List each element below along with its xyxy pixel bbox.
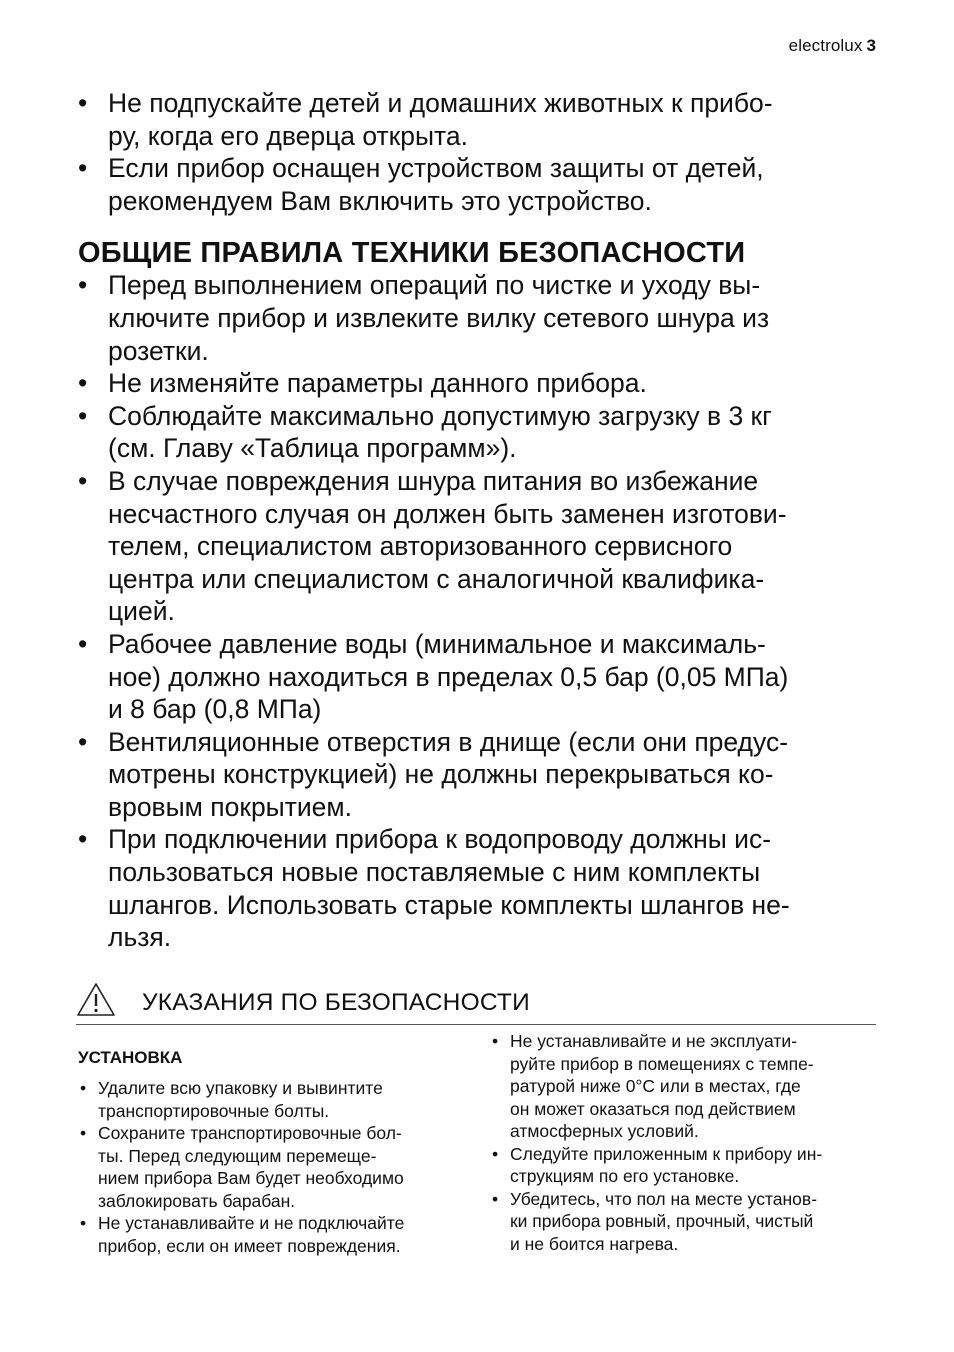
general-safety-list xyxy=(78,269,878,953)
bullet-line: несчастного случая он должен быть заменен изготови- xyxy=(108,498,787,529)
page-header xyxy=(789,36,876,56)
bullet-line: • В случае повреждения шнура питания во избежание xyxy=(108,465,759,496)
safety-instructions-title: УКАЗАНИЯ ПО БЕЗОПАСНОСТИ xyxy=(142,989,530,1016)
bullet-line: ки прибора ровный, прочный, чистый xyxy=(510,1211,814,1231)
main-content xyxy=(78,87,878,954)
bullet-line: центра или специалистом с аналогичной квалифика- xyxy=(108,563,765,594)
bullet-line: • Соблюдайте максимально допустимую загрузку в 3 кг xyxy=(108,400,772,431)
bullet-line: • Не устанавливайте и не подключайте xyxy=(98,1213,405,1233)
general-safety-heading: ОБЩИЕ ПРАВИЛА ТЕХНИКИ БЕЗОПАСНОСТИ xyxy=(78,237,746,270)
bullet-line: руйте прибор в помещениях с темпе- xyxy=(510,1053,814,1074)
safety-instructions-section xyxy=(76,978,876,1025)
bullet-line: шлангов. Использовать старые комплекты шлангов не- xyxy=(108,889,790,920)
bullet-line: мотрены конструкцией) не должны перекрываться ко- xyxy=(108,759,774,790)
intro-bullet-item xyxy=(78,87,878,152)
bullet-line: • Рабочее давление воды (минимальное и максималь- xyxy=(108,628,766,659)
bullet-line: струкциям по его установке. xyxy=(510,1166,740,1186)
bullet-line: • Перед выполнением операций по чистке и уходу вы- xyxy=(108,270,761,301)
safety-bullet-item xyxy=(78,367,878,400)
bullet-line: • Следуйте приложенным к прибору ин- xyxy=(510,1143,823,1164)
installation-bullet-item xyxy=(78,1212,473,1257)
installation-bullet-item xyxy=(78,1077,473,1122)
bullet-line: • Не изменяйте параметры данного прибора. xyxy=(108,368,647,399)
safety-bullet-item xyxy=(78,823,878,953)
bullet-line: • Убедитесь, что пол на месте установ- xyxy=(510,1188,818,1209)
safety-title-row xyxy=(76,978,876,1025)
brand-name: electrolux xyxy=(788,36,863,55)
bullet-line: рекомендуем Вам включить это устройство. xyxy=(108,185,652,216)
bullet-line: • Не подпускайте детей и домашних животных к прибо- xyxy=(108,88,773,118)
installation-left-list xyxy=(78,1077,473,1257)
safety-bullet-item xyxy=(78,269,878,367)
bullet-line: цией. xyxy=(108,596,175,627)
bullet-line: ратурой ниже 0°C или в местах, где xyxy=(510,1076,801,1096)
bullet-line: • Если прибор оснащен устройством защиты от детей, xyxy=(108,153,764,184)
installation-bullet-item xyxy=(490,1143,890,1188)
bullet-line: ключите прибор и извлеките вилку сетевого шнура из xyxy=(108,302,770,333)
intro-bullet-list xyxy=(78,87,878,217)
installation-bullet-item xyxy=(490,1188,890,1256)
bullet-line: • Удалите всю упаковку и вывинтите xyxy=(98,1078,383,1098)
bullet-line: • Сохраните транспортировочные бол- xyxy=(98,1123,402,1143)
installation-heading: УСТАНОВКА xyxy=(78,1048,183,1067)
bullet-line: ты. Перед следующим перемеще- xyxy=(98,1145,377,1166)
bullet-line: пользоваться новые поставляемые с ним комплекты xyxy=(108,857,761,888)
bullet-line: транспортировочные болты. xyxy=(98,1100,330,1121)
bullet-line: • Не устанавливайте и не эксплуати- xyxy=(510,1031,798,1051)
safety-bullet-item xyxy=(78,400,878,465)
bullet-line: прибор, если он имеет повреждения. xyxy=(98,1235,401,1256)
bullet-line: • При подключении прибора к водопроводу должны ис- xyxy=(108,824,772,855)
installation-right-list xyxy=(490,1030,890,1255)
safety-bullet-item xyxy=(78,726,878,824)
warning-triangle-icon xyxy=(76,982,116,1018)
bullet-line: атмосферных условий. xyxy=(510,1121,699,1141)
page-number: 3 xyxy=(866,36,876,55)
installation-bullet-item xyxy=(490,1030,890,1143)
bullet-line: заблокировать барабан. xyxy=(98,1190,296,1211)
bullet-line: льзя. xyxy=(108,922,172,953)
bullet-line: ру, когда его дверца открыта. xyxy=(108,120,468,151)
safety-bullet-item xyxy=(78,628,878,726)
bullet-line: телем, специалистом авторизованного сервисного xyxy=(108,531,733,562)
bullet-line: и 8 бар (0,8 МПа) xyxy=(108,694,322,725)
intro-bullet-item xyxy=(78,152,878,217)
bullet-line: ное) должно находиться в пределах 0,5 бар (0,05 МПа) xyxy=(108,661,789,692)
bullet-line: он может оказаться под действием xyxy=(510,1098,796,1119)
installation-left-column xyxy=(78,1043,473,1257)
installation-right-column xyxy=(490,1030,890,1255)
bullet-line: и не боится нагрева. xyxy=(510,1233,679,1254)
bullet-line: (см. Главу «Таблица программ»). xyxy=(108,433,517,464)
bullet-line: вровым покрытием. xyxy=(108,791,352,822)
bullet-line: нием прибора Вам будет необходимо xyxy=(98,1168,404,1188)
installation-bullet-item xyxy=(78,1122,473,1212)
bullet-line: розетки. xyxy=(108,335,209,366)
bullet-line: • Вентиляционные отверстия в днище (если они предус- xyxy=(108,726,789,757)
safety-bullet-item xyxy=(78,465,878,628)
